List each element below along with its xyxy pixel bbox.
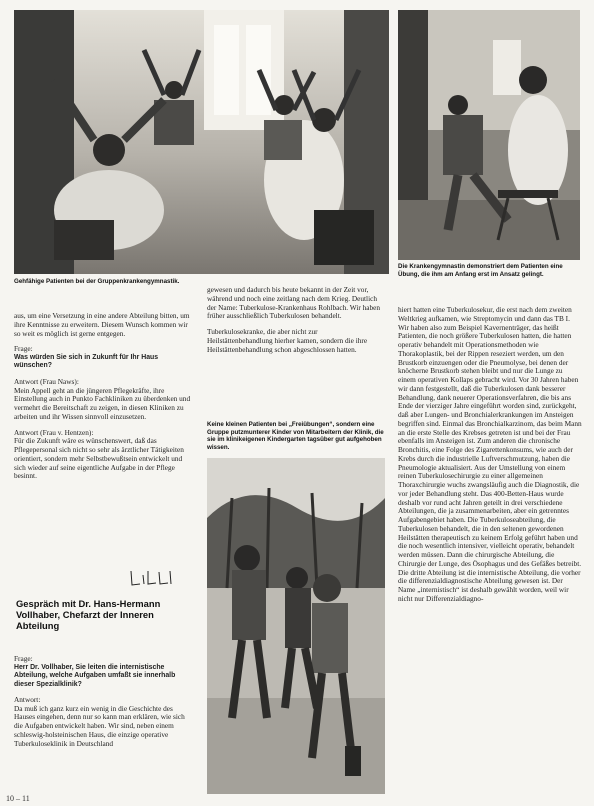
question-2-label: Frage:	[14, 654, 33, 663]
answer-3	[14, 696, 192, 749]
therapist-demonstration-image	[398, 10, 580, 260]
answer-1-text: Mein Appell geht an die jüngeren Pflegekräfte, ihre Einstellung auch in Punkto Fachkliniken zu überdenken und vermehrt die Bereitschaft zu zeigen, in diesen Kliniken zu arbeiten und ihr Wissen sinnvoll einzusetzen.	[14, 385, 191, 421]
question-2-text: Herr Dr. Vollhaber, Sie leiten die internistische Abteilung, welche Aufgaben umfaßt sie innerhalb dieser Spezialklinik?	[14, 663, 176, 688]
paragraph-patients: Tuberkulosekranke, die aber nicht zur Heilstättenbehandlung hierher kamen, sondern die ihre Heilstättenbehandlung schon abgeschlossen hatten.	[207, 327, 368, 354]
question-2	[14, 655, 192, 689]
answer-1	[14, 378, 192, 422]
group-gymnastics-image	[14, 10, 389, 274]
text-column-middle	[207, 286, 385, 361]
paragraph-departments: hiert hatten eine Tuberkulosekur, die erst nach dem zweiten Weltkrieg aufkamen, wie Streptomycin und dann das TB I. Wir haben also zum Beispiel Kavernenträger, das heißt Patienten, die noch größere Tuberkulosen hatten, die hatten operativ behandelt mit Operationsmethoden wie Thorakoplastik, bei der Rippen reseziert werden, um den Brustkorb einzuengen oder die Pneumolyse, bei denen der knöcherne Brustkorb stehen bleibt und nur die Lunge zu einem operativen Kollaps gebracht wird. Vor 30 Jahren haben wir dann festgestellt, daß die Tuberkulosen dank besserer Behandlung, dank neuerer Operationsverfahren, die bis ans Ende der vierziger Jahre eingeführt worden sind, zurückgeht, daß aber Lungen- und Bronchialerkrankungen im Ansteigen begriffen sind. Einmal das Bronchialkarzinom, das beim Mann an die erste Stelle des Krebses getreten ist und bei der Frau ebenfalls im Ansteigen ist. Zum anderen die chronische Bronchitis, eine Folge des Zigarettenkonsums, wie auch der Krebs durch die industrielle Luftverschmutzung, haben die Pneumologie aktualisiert. Aus der Umstellung von einem reinen Tuberkulosechirurgie zu einer allgemeinen Thoraxchirurgie wuchs zwangsläufig auch die Diagnostik, die vor jeder Behandlung steht. Das 400-Betten-Haus wurde deshalb vor rund acht Jahren geteilt in drei verschiedene Abteilungen, die ja zusammenarbeiten, aber ein getrenntes Aufgabengebiet haben. Die Tuberkuloseabteilung, die Tuberkulosen behandelt, die in den seltenen gewordenen Heilstätten therapeutisch zu keinem Erfolg geführt haben und die noch wesentlich intensiver, vielleicht operativ, behandelt werden müssen. Dann die chirurgische Abteilung, die Chirurgie der Lunge, des Ösophagus und des Gefäßes betreibt. Die dritte Abteilung ist die internistische Abteilung, die vorher die differenzialdiagnostische Abteilung gewesen ist. Der Name „internistisch“ ist deshalb gewählt worden, weil wir nicht nur Differenzialdiagno-	[398, 305, 582, 603]
photo-therapist-demonstration	[398, 10, 580, 260]
answer-2-label: Antwort (Frau v. Hentzen):	[14, 427, 94, 437]
caption-therapist-demonstration: Die Krankengymnastin demonstriert dem Patienten eine Übung, die ihm am Anfang erst im Ansatz gelingt.	[398, 263, 563, 278]
question-1	[14, 345, 192, 371]
text-column-left-lower	[14, 655, 192, 755]
page-number: 10 – 11	[6, 794, 30, 803]
photo-group-gymnastics	[14, 10, 389, 274]
caption-group-gymnastics: Gehfähige Patienten bei der Gruppenkrankengymnastik.	[14, 278, 180, 285]
answer-2	[14, 429, 192, 482]
interview-heading: Gespräch mit Dr. Hans-Hermann Vollhaber, Chefarzt der Inneren Abteilung	[16, 598, 161, 632]
paragraph-intro: aus, um eine Versetzung in eine andere Abteilung bitten, um ihre Kenntnisse zu erweitern. Diesem Wunsch kommen wir so weit es möglich ist gerne entgegen.	[14, 311, 190, 338]
answer-1-label: Antwort (Frau Naws):	[14, 376, 79, 386]
question-1-text: Was würden Sie sich in Zukunft für Ihr Haus wünschen?	[14, 354, 159, 370]
handwritten-mark	[128, 567, 178, 589]
answer-2-text: Für die Zukunft wäre es wünschenswert, daß das Pflegepersonal sich nicht so sehr als ärztlicher Tätigkeiten orientiert, sondern mehr Selbstbewußtsein entwickelt und sich wieder auf seine eigentliche Aufgabe in der Pflege besinnt.	[14, 436, 184, 481]
text-column-right	[398, 306, 582, 611]
text-column-left	[14, 312, 192, 488]
answer-3-text: Da muß ich ganz kurz ein wenig in die Geschichte des Hauses eingehen, denn nur so kann man erklären, wie sich die Aufgaben entwickelt haben. Wir sind, neben einem schleswig-holsteinischen Haus, die einzige operative Tuberkuloseklinik in Deutschland	[14, 703, 185, 748]
answer-3-label: Antwort:	[14, 694, 41, 704]
paragraph-history: gewesen und dadurch bis heute bekannt in der Zeit vor, während und noch eine zeitlang nach dem Krieg. Deutlich der Name: Tuberkulose-Krankenhaus Rohlbach. Wir haben früher ausschließlich Tuberkulosen behandelt.	[207, 285, 381, 321]
kindergarten-children-image	[207, 458, 385, 794]
caption-kindergarten-children: Keine kleinen Patienten bei „Freiübungen“, sondern eine Gruppe putzmunterer Kinder von Mitarbeitern der Klinik, die sie im klinikeigenen Kindergarten tagsüber gut aufgehoben wissen.	[207, 421, 384, 451]
photo-kindergarten-children	[207, 458, 385, 794]
question-1-label: Frage:	[14, 344, 33, 354]
